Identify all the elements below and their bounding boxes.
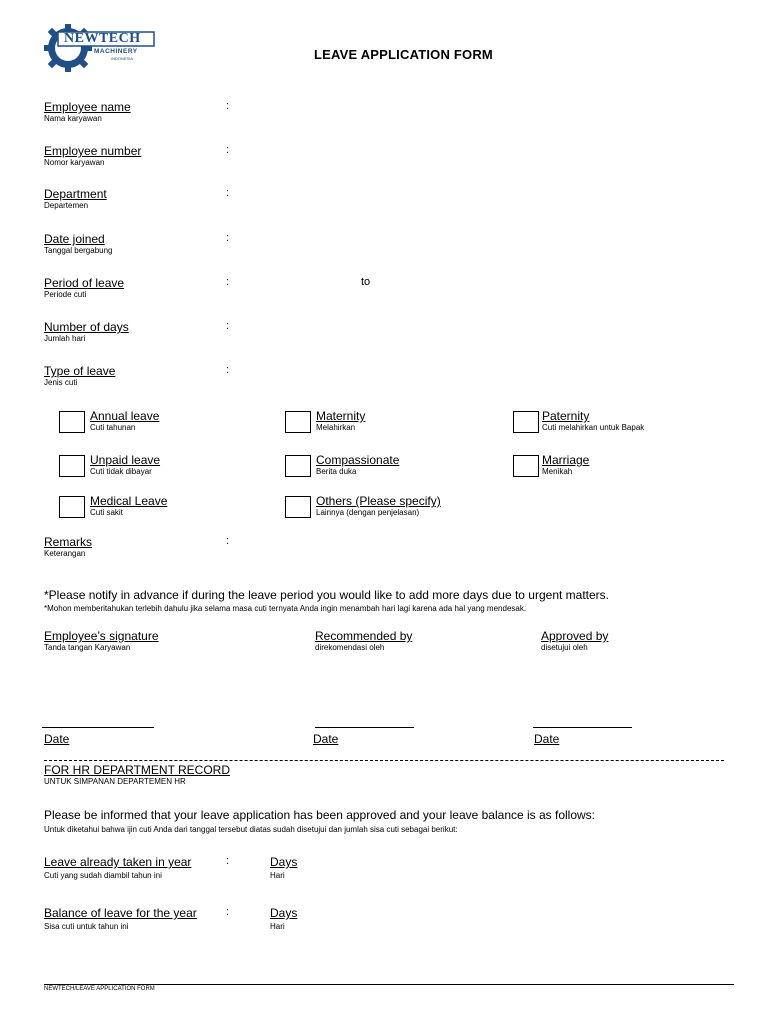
checkbox-marriage[interactable]	[513, 455, 539, 477]
field-label: Period of leave	[44, 276, 125, 290]
field-sublabel: Nomor karyawan	[44, 158, 105, 167]
leave-type-annual	[90, 409, 159, 432]
leave-type-sublabel: Cuti melahirkan untuk Bapak	[542, 423, 645, 432]
date-label-approved: Date	[534, 732, 560, 746]
field-label: Number of days	[44, 320, 129, 334]
notice-english: *Please notify in advance if during the leave period you would like to add more days due to urgent matters.	[44, 588, 610, 602]
checkbox-medical-leave[interactable]	[59, 496, 85, 518]
leave-balance-row	[44, 906, 197, 931]
leave-type-unpaid	[90, 453, 160, 476]
leave-type-label: Paternity	[542, 409, 590, 423]
hr-notice-indonesian: Untuk diketahui bahwa ijin cuti Anda dari tanggal tersebut diatas sudah disetujui dan jumlah sisa cuti sebagai berikut:	[44, 825, 458, 834]
field-label: Employee name	[44, 100, 131, 114]
leave-type-sublabel: Cuti tidak dibayar	[90, 467, 152, 476]
leave-type-sublabel: Cuti sakit	[90, 508, 123, 517]
field-sublabel: Nama karyawan	[44, 114, 102, 123]
leave-taken-label: Leave already taken in year	[44, 855, 192, 869]
period-to-label: to	[361, 276, 371, 288]
leave-type-sublabel: Menikah	[542, 467, 573, 476]
logo-brand: NEWTECH	[64, 31, 141, 46]
leave-taken-sublabel: Cuti yang sudah diambil tahun ini	[44, 871, 162, 880]
leave-type-medical	[90, 494, 167, 517]
field-label: Department	[44, 187, 107, 201]
colon: :	[226, 100, 230, 112]
signature-line-employee	[42, 727, 154, 728]
colon: :	[226, 855, 230, 867]
leave-type-label: Unpaid leave	[90, 453, 161, 467]
leave-type-compassionate	[316, 453, 399, 476]
hr-record-sublabel: UNTUK SIMPANAN DEPARTEMEN HR	[44, 777, 186, 786]
colon: :	[226, 535, 230, 547]
field-remarks	[44, 535, 92, 558]
hr-section-divider	[44, 760, 724, 761]
leave-type-sublabel: Berita duka	[316, 467, 357, 476]
leave-type-maternity	[316, 409, 365, 432]
field-number-of-days	[44, 320, 129, 343]
logo-machinery: MACHINERY	[94, 48, 138, 55]
leave-type-label: Annual leave	[90, 409, 160, 423]
colon: :	[226, 144, 230, 156]
checkbox-annual-leave[interactable]	[59, 411, 85, 433]
leave-type-label: Marriage	[542, 453, 590, 467]
recommended-by-block	[315, 629, 412, 652]
approved-by-block	[541, 629, 608, 652]
leave-type-label: Maternity	[316, 409, 366, 423]
days-label: Days	[270, 855, 298, 869]
checkbox-others[interactable]	[285, 496, 311, 518]
signature-line-approved	[533, 727, 632, 728]
field-department	[44, 187, 107, 210]
footer-rule	[44, 984, 734, 985]
field-date-joined	[44, 232, 113, 255]
checkbox-paternity[interactable]	[513, 411, 539, 433]
colon: :	[226, 232, 230, 244]
leave-type-sublabel: Cuti tahunan	[90, 423, 136, 432]
colon: :	[226, 320, 230, 332]
field-label: Type of leave	[44, 364, 116, 378]
signature-label: Recommended by	[315, 629, 413, 643]
leave-balance-unit	[270, 906, 297, 931]
field-period-of-leave	[44, 276, 124, 299]
hr-notice-english: Please be informed that your leave application has been approved and your leave balance is as follows:	[44, 808, 596, 822]
signature-line-recommended	[315, 727, 414, 728]
colon: :	[226, 364, 230, 376]
leave-balance-label: Balance of leave for the year	[44, 906, 197, 920]
field-label: Employee number	[44, 144, 142, 158]
field-sublabel: Departemen	[44, 201, 89, 210]
leave-taken-unit	[270, 855, 297, 880]
signature-sublabel: direkomendasi oleh	[315, 643, 385, 652]
leave-type-paternity	[542, 409, 644, 432]
field-employee-name	[44, 100, 131, 123]
leave-type-others	[316, 494, 441, 517]
field-label: Remarks	[44, 535, 93, 549]
colon: :	[226, 276, 230, 288]
days-sublabel: Hari	[270, 922, 285, 931]
signature-sublabel: Tanda tangan Karyawan	[44, 643, 131, 652]
leave-type-sublabel: Lainnya (dengan penjelasan)	[316, 508, 420, 517]
leave-type-label: Medical Leave	[90, 494, 168, 508]
date-label-employee: Date	[44, 732, 70, 746]
signature-label: Approved by	[541, 629, 609, 643]
leave-type-label: Others (Please specify)	[316, 494, 441, 508]
field-sublabel: Jumlah hari	[44, 334, 86, 343]
logo-indonesia: INDONESIA	[111, 56, 134, 61]
leave-balance-sublabel: Sisa cuti untuk tahun ini	[44, 922, 129, 931]
field-sublabel: Keterangan	[44, 549, 86, 558]
field-sublabel: Tanggal bergabung	[44, 246, 113, 255]
footer-text: NEWTECH/LEAVE APPLICATION FORM	[44, 986, 155, 992]
form-title: LEAVE APPLICATION FORM	[314, 47, 493, 62]
field-employee-number	[44, 144, 141, 167]
hr-record-heading	[44, 763, 230, 786]
leave-type-sublabel: Melahirkan	[316, 423, 356, 432]
colon: :	[226, 906, 230, 918]
employee-signature-block	[44, 629, 159, 652]
leave-type-marriage	[542, 453, 589, 476]
company-logo	[44, 24, 156, 72]
days-label: Days	[270, 906, 298, 920]
notice-indonesian: *Mohon memberitahukan terlebih dahulu jika selama masa cuti ternyata Anda ingin menambah hari lagi karena ada hal yang mendesak.	[44, 604, 527, 613]
signature-label: Employee’s signature	[44, 629, 159, 643]
signature-sublabel: disetujui oleh	[541, 643, 588, 652]
date-label-recommended: Date	[313, 732, 339, 746]
field-label: Date joined	[44, 232, 105, 246]
checkbox-maternity[interactable]	[285, 411, 311, 433]
colon: :	[226, 187, 230, 199]
field-sublabel: Periode cuti	[44, 290, 87, 299]
leave-type-label: Compassionate	[316, 453, 400, 467]
field-type-of-leave	[44, 364, 115, 387]
days-sublabel: Hari	[270, 871, 285, 880]
hr-record-label: FOR HR DEPARTMENT RECORD	[44, 763, 231, 777]
checkbox-compassionate[interactable]	[285, 455, 311, 477]
checkbox-unpaid-leave[interactable]	[59, 455, 85, 477]
leave-taken-row	[44, 855, 191, 880]
field-sublabel: Jenis cuti	[44, 378, 78, 387]
